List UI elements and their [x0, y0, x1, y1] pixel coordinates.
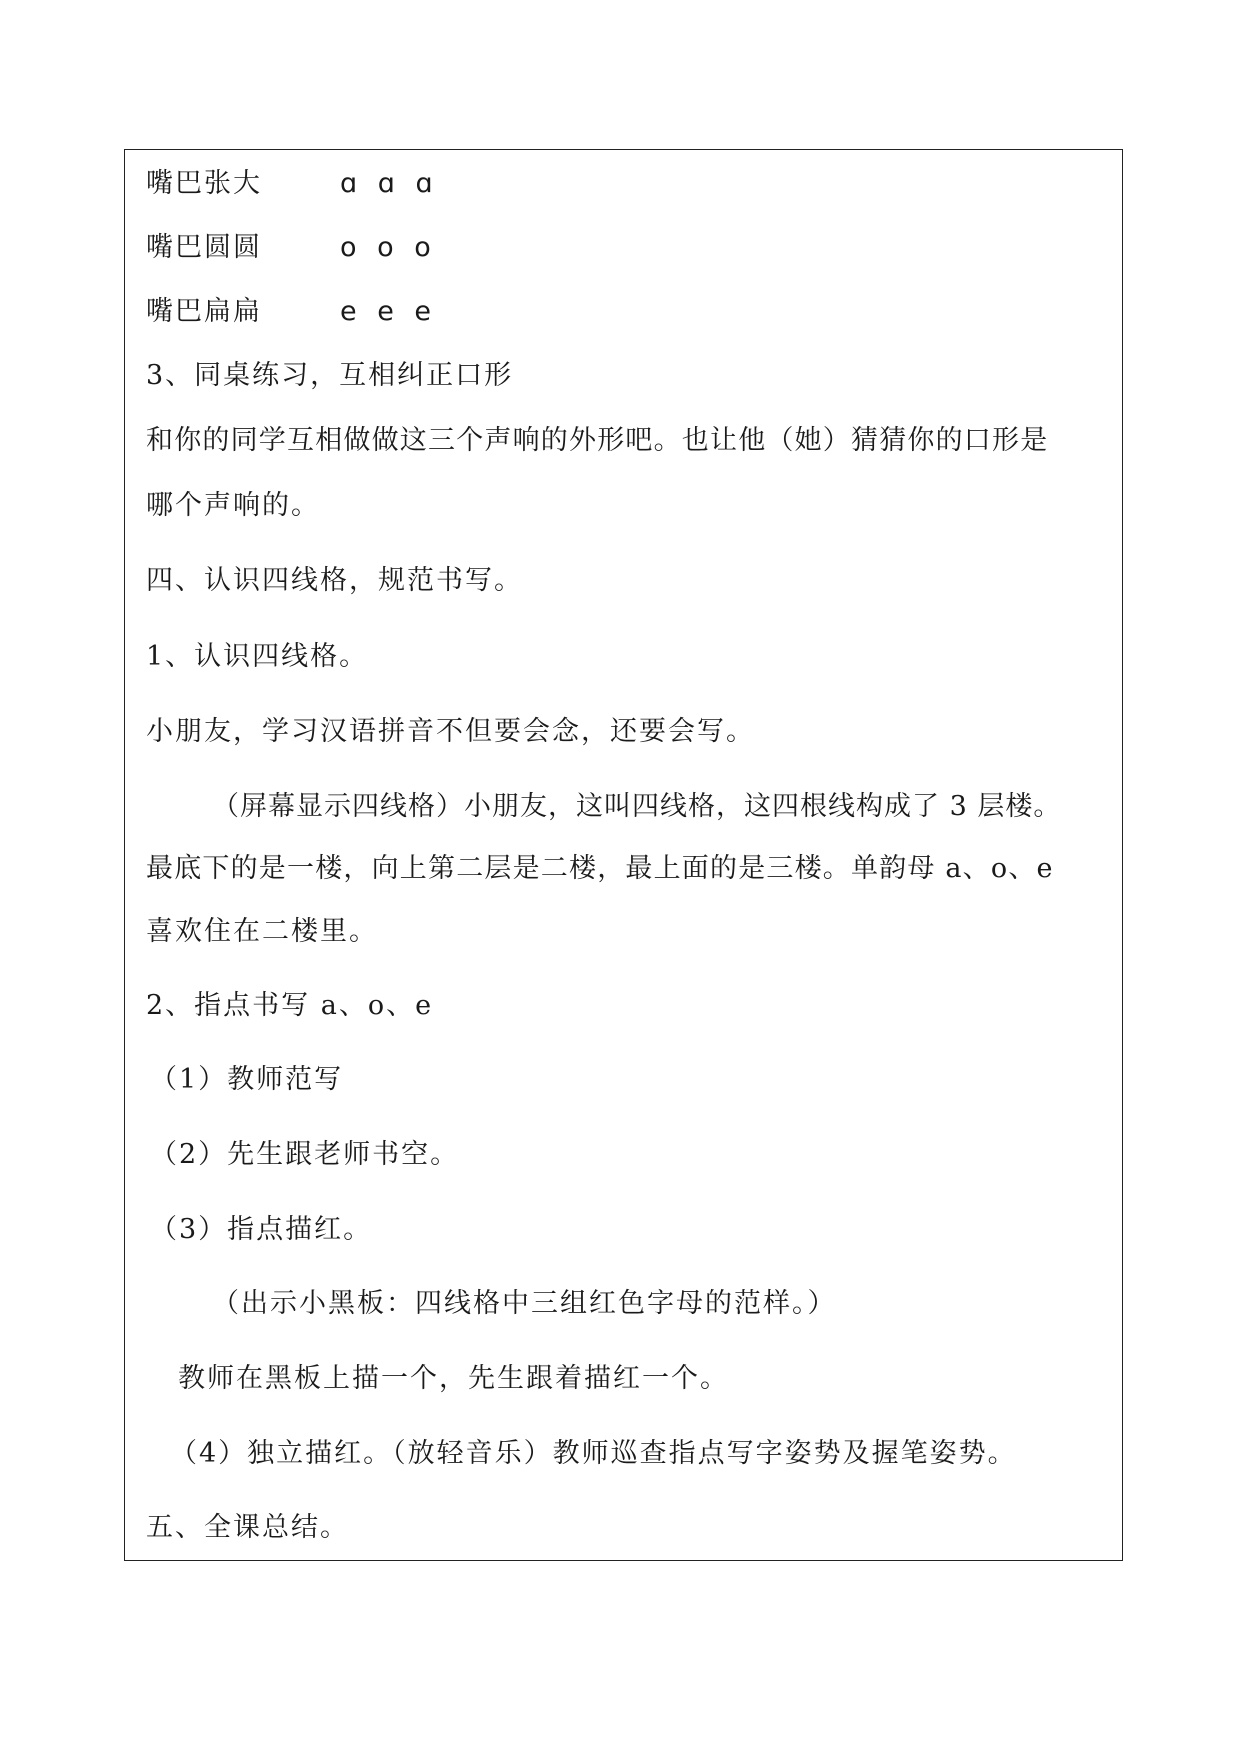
mouth-sounds-flat: e e e: [340, 296, 437, 327]
mouth-label-flat: 嘴巴扁扁: [146, 296, 262, 327]
paragraph-line: （出示小黑板：四线格中三组红色字母的范样。）: [212, 1288, 837, 1319]
sub-step: （2）先生跟老师书空。: [150, 1139, 460, 1170]
paragraph-line: 小朋友，学习汉语拼音不但要会念，还要会写。: [146, 716, 755, 747]
section-4-heading: 四、认识四线格，规范书写。: [146, 565, 523, 596]
sub-step: （3）指点描红。: [150, 1214, 373, 1245]
paragraph-line: 喜欢住在二楼里。: [146, 916, 378, 947]
paragraph-line: 最底下的是一楼，向上第二层是二楼，最上面的是三楼。单韵母 a、o、e: [146, 853, 1054, 884]
mouth-sounds-round: o o o: [340, 232, 437, 263]
mouth-sounds-open: ɑ ɑ ɑ: [340, 168, 439, 199]
sub-step: （4）独立描红。（放轻音乐）教师巡查指点写字姿势及握笔姿势。: [170, 1438, 1017, 1469]
paragraph-line: 哪个声响的。: [146, 490, 320, 521]
paragraph-line: 和你的同学互相做做这三个声响的外形吧。也让他（她）猜猜你的口形是: [146, 425, 1049, 456]
section-5-heading: 五、全课总结。: [146, 1512, 349, 1543]
step-3-heading: 3、同桌练习，互相纠正口形: [146, 360, 514, 391]
sub-step: （1）教师范写: [150, 1064, 344, 1095]
step-2-heading: 2、指点书写 a、o、e: [146, 990, 434, 1021]
step-1-heading: 1、认识四线格。: [146, 641, 369, 672]
paragraph-line: （屏幕显示四线格）小朋友，这叫四线格，这四根线构成了 3 层楼。: [212, 791, 1062, 822]
mouth-label-round: 嘴巴圆圆: [146, 232, 262, 263]
paragraph-line: 教师在黑板上描一个，先生跟着描红一个。: [178, 1363, 729, 1394]
mouth-label-open: 嘴巴张大: [146, 168, 262, 199]
